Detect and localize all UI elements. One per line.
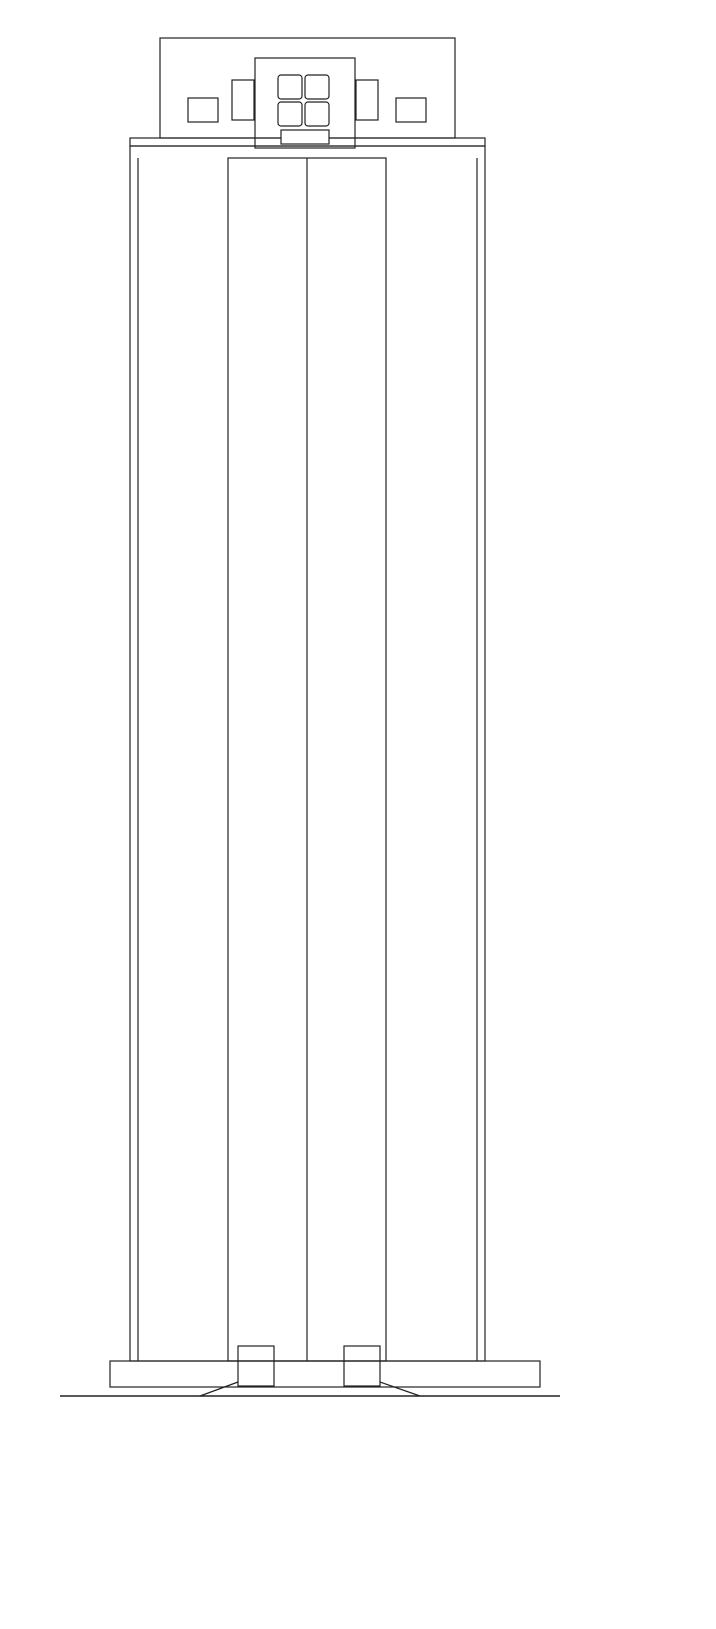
logo-square-3 (278, 102, 302, 126)
entrance-right (344, 1346, 380, 1386)
building-base (110, 1361, 540, 1387)
roof-louver-left (232, 80, 254, 120)
roof-parapet-right (396, 98, 426, 122)
building-elevation (60, 38, 560, 1396)
logo-square-2 (305, 75, 329, 99)
roof-parapet-left (188, 98, 218, 122)
entrance-left (238, 1346, 274, 1386)
roof-structure (160, 38, 455, 138)
entrance-ramps (200, 1382, 420, 1396)
logo-square-1 (278, 75, 302, 99)
logo-plate (281, 130, 329, 144)
roof-louver-right (356, 80, 378, 120)
logo-square-4 (305, 102, 329, 126)
